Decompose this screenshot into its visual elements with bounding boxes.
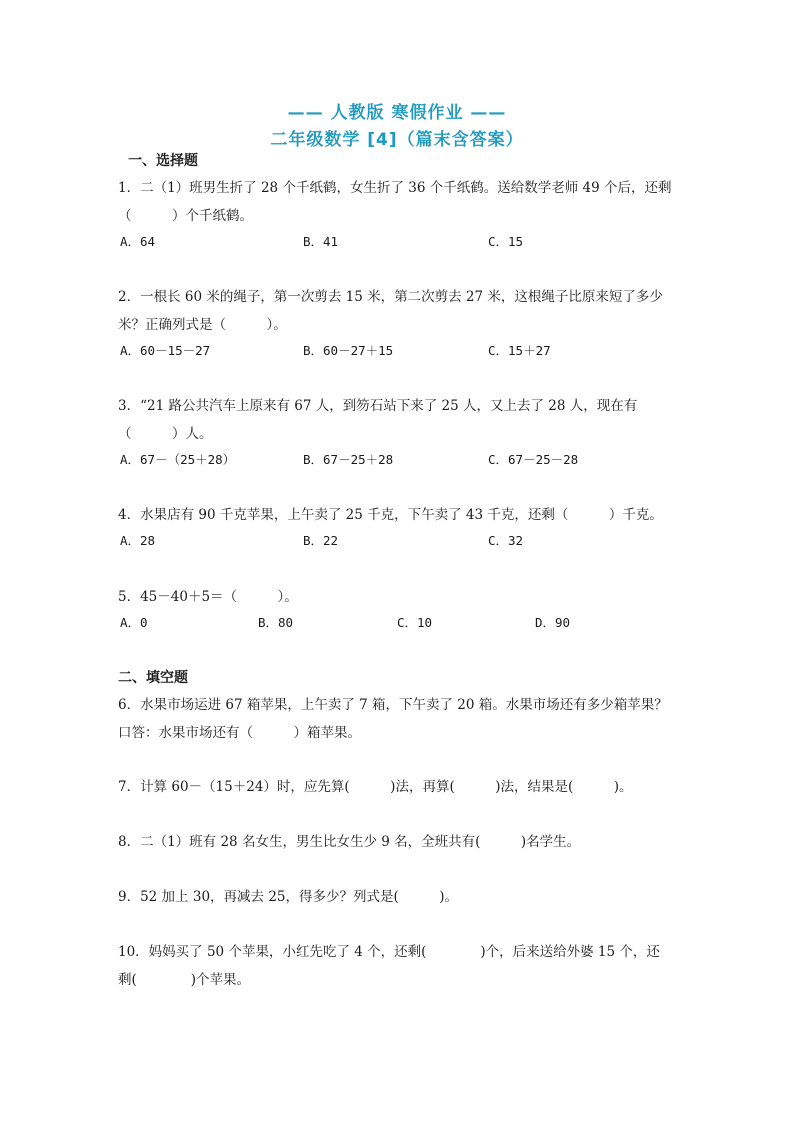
question-3-option-b: B．67－25＋28 (303, 452, 394, 467)
question-9-text: 9．52 加上 30，再减去 25，得多少？列式是( )。 (118, 889, 459, 905)
question-6-answer-line: 口答：水果市场还有（ ）箱苹果。 (118, 725, 361, 741)
question-3-option-c: C．67－25－28 (488, 452, 579, 467)
question-7-text: 7．计算 60－（15＋24）时，应先算( )法，再算( )法，结果是( )。 (118, 779, 633, 795)
question-2-text: 2．一根长 60 米的绳子，第一次剪去 15 米，第二次剪去 27 米，这根绳子比原来短了多少 (118, 289, 663, 305)
question-1-option-a: A．64 (120, 234, 156, 249)
question-2-option-b: B．60－27＋15 (303, 343, 394, 358)
question-1-option-c: C．15 (488, 234, 524, 249)
question-1-option-b: B．41 (303, 234, 339, 249)
question-1-text-cont: （ ）个千纸鹤。 (118, 208, 253, 224)
question-4-option-c: C．32 (488, 533, 524, 548)
document-title: —— 人教版 寒假作业 —— (287, 103, 507, 123)
question-6-text: 6．水果市场运进 67 箱苹果，上午卖了 7 箱，下午卖了 20 箱。水果市场还有多少箱苹果？ (118, 697, 668, 713)
question-3-text: 3．“21 路公共汽车上原来有 67 人，到笏石站下来了 25 人，又上去了 28 人，现在有 (118, 398, 638, 414)
question-2-option-a: A．60－15－27 (120, 343, 211, 358)
question-5-option-d: D．90 (535, 615, 571, 630)
question-5-option-b: B．80 (258, 615, 294, 630)
section-heading-fill: 二、填空题 (118, 670, 188, 686)
question-4-text: 4．水果店有 90 千克苹果，上午卖了 25 千克，下午卖了 43 千克，还剩（ ）千克。 (118, 507, 663, 523)
question-3-option-a: A．67－（25＋28） (120, 452, 236, 467)
question-10-text-cont: 剩( )个苹果。 (118, 972, 251, 988)
question-8-text: 8．二（1）班有 28 名女生，男生比女生少 9 名，全班共有( )名学生。 (118, 834, 581, 850)
question-10-text: 10．妈妈买了 50 个苹果，小红先吃了 4 个，还剩( )个，后来送给外婆 15 个，还 (118, 944, 660, 960)
question-1-text: 1．二（1）班男生折了 28 个千纸鹤，女生折了 36 个千纸鹤。送给数学老师 49 个后，还剩 (118, 180, 672, 196)
question-2-text-cont: 米？正确列式是（ ）。 (118, 317, 287, 333)
question-4-option-a: A．28 (120, 533, 156, 548)
question-5-text: 5．45－40＋5＝（ ）。 (118, 589, 298, 605)
question-4-option-b: B．22 (303, 533, 339, 548)
question-5-option-c: C．10 (397, 615, 433, 630)
question-5-option-a: A．0 (120, 615, 148, 630)
document-subtitle: 二年级数学 [4]（篇末含答案） (270, 130, 524, 150)
section-heading-choice: 一、选择题 (128, 153, 198, 169)
question-3-text-cont: （ ）人。 (118, 426, 213, 442)
question-2-option-c: C．15＋27 (488, 343, 551, 358)
